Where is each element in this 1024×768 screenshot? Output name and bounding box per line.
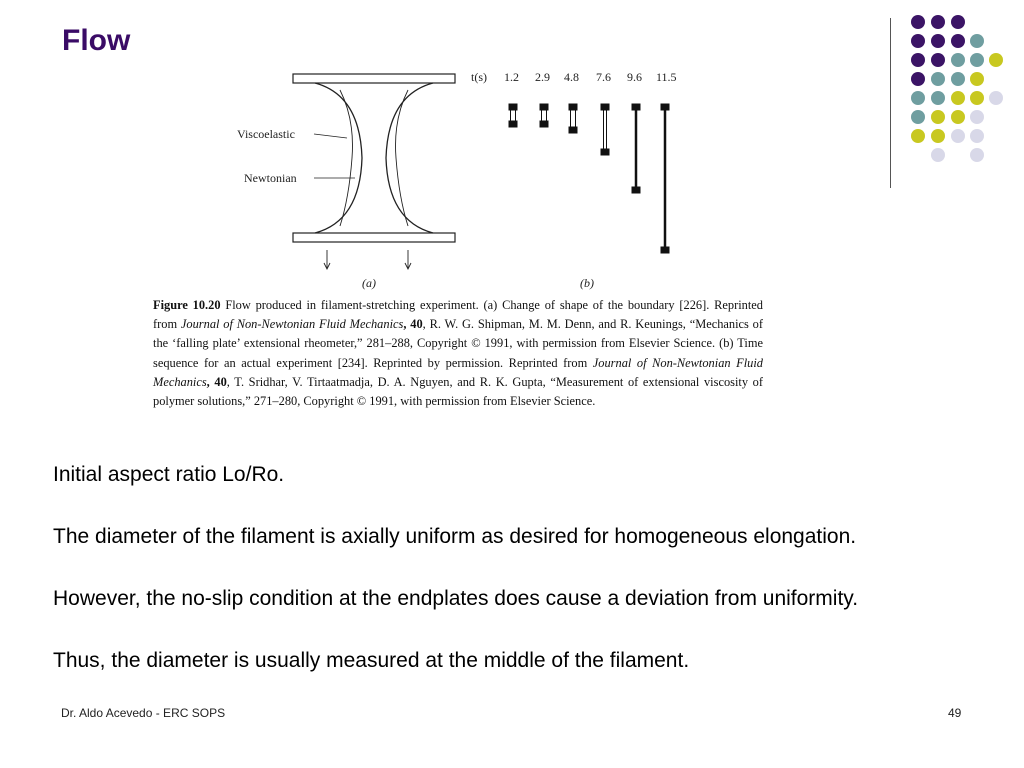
decorative-dot (911, 53, 925, 67)
filament-bottom-plate (661, 247, 669, 253)
decorative-dot (931, 34, 945, 48)
decorative-dot (911, 129, 925, 143)
decorative-dot (970, 53, 984, 67)
slide-body (53, 460, 953, 708)
decorative-dot (931, 129, 945, 143)
decorative-dot (951, 91, 965, 105)
decorative-dot (970, 72, 984, 86)
divider-line (890, 18, 891, 188)
filament (542, 110, 547, 121)
decorative-dot (951, 53, 965, 67)
filament-top-plate (569, 104, 577, 110)
decorative-dot (970, 148, 984, 162)
decorative-dot (951, 34, 965, 48)
decorative-dot (931, 91, 945, 105)
label-viscoelastic: Viscoelastic (237, 127, 295, 141)
caption-text-3: , T. Sridhar, V. Tirtaatmadja, D. A. Nguyen, and R. K. Gupta, “Measurement of extensional viscosity of polymer solutions,” 271–280, Copyright © 1991, with permission from Elsevier Science. (153, 374, 763, 409)
slide-title: Flow (62, 24, 131, 57)
filament (511, 110, 516, 121)
caption-text-1: Flow produced in filament-stretching experiment. (a) Change of shape of the boundary [226]. Reprinted from (153, 298, 763, 332)
filament-top-plate (540, 104, 548, 110)
decorative-dot (911, 110, 925, 124)
filament-top-plate (632, 104, 640, 110)
footer-author: Dr. Aldo Acevedo - ERC SOPS (61, 706, 226, 720)
decorative-dot (931, 72, 945, 86)
panel-b-label: (b) (580, 276, 594, 290)
filament-top-plate (509, 104, 517, 110)
decorative-dot (970, 110, 984, 124)
decorative-dot (970, 91, 984, 105)
caption-volume-1: , 40 (403, 317, 423, 332)
filament (664, 110, 666, 247)
filament-top-plate (601, 104, 609, 110)
time-label: 7.6 (596, 70, 611, 84)
decorative-dot (989, 91, 1003, 105)
panel-a-diagram (293, 74, 455, 269)
body-paragraph-3: However, the no-slip condition at the endplates does cause a deviation from uniformity. (53, 587, 859, 610)
decorative-dot (931, 110, 945, 124)
filament-bottom-plate (509, 121, 517, 127)
caption-journal-1: Journal of Non-Newtonian Fluid Mechanics (180, 317, 404, 332)
decorative-dot (931, 53, 945, 67)
time-label: 11.5 (656, 70, 677, 84)
decorative-dot (911, 91, 925, 105)
decorative-dot (970, 129, 984, 143)
caption-journal-2: Journal of Non-Newtonian Fluid Mechanics (153, 355, 764, 389)
filament (571, 110, 576, 127)
caption-text-2: , R. W. G. Shipman, M. M. Denn, and R. Keunings, “Mechanics of the ‘falling plate’ extensional rheometer,” 281–288, Copyright © 1991, with permission from Elsevier Science. (b) Time sequence for an actual experiment [234]. Reprinted by permission. Reprinted from (153, 317, 764, 370)
caption-figure-label: Figure 10.20 (153, 298, 221, 312)
caption-volume-2: , 40 (206, 374, 227, 389)
body-paragraph-4: Thus, the diameter is usually measured at the middle of the filament. (53, 649, 690, 672)
filament-bottom-plate (569, 127, 577, 133)
panel-a-label: (a) (362, 276, 376, 290)
time-label: 9.6 (627, 70, 642, 84)
decorative-dot (951, 15, 965, 29)
filament-bottom-plate (601, 149, 609, 155)
figure-10-20 (150, 62, 690, 292)
decorative-dot (989, 53, 1003, 67)
body-paragraph-2: The diameter of the filament is axially uniform as desired for homogeneous elongation. (53, 525, 857, 548)
filament-top-plate (661, 104, 669, 110)
decorative-dot (911, 72, 925, 86)
time-axis-label: t(s) (471, 70, 487, 84)
filament (635, 110, 637, 187)
decorative-dot (970, 34, 984, 48)
figure-caption (153, 296, 763, 411)
body-paragraph-1: Initial aspect ratio Lo/Ro. (53, 463, 285, 486)
filament-bottom-plate (632, 187, 640, 193)
label-newtonian: Newtonian (244, 171, 297, 185)
decorative-dot (951, 72, 965, 86)
decorative-dot (931, 15, 945, 29)
decorative-dot (911, 34, 925, 48)
time-label: 4.8 (564, 70, 579, 84)
decorative-dot (931, 148, 945, 162)
time-label: 2.9 (535, 70, 550, 84)
time-label: 1.2 (504, 70, 519, 84)
filament (604, 110, 607, 149)
filament-bottom-plate (540, 121, 548, 127)
decorative-dot (911, 15, 925, 29)
decorative-dot (951, 110, 965, 124)
page-number: 49 (948, 706, 962, 720)
decorative-dot (951, 129, 965, 143)
